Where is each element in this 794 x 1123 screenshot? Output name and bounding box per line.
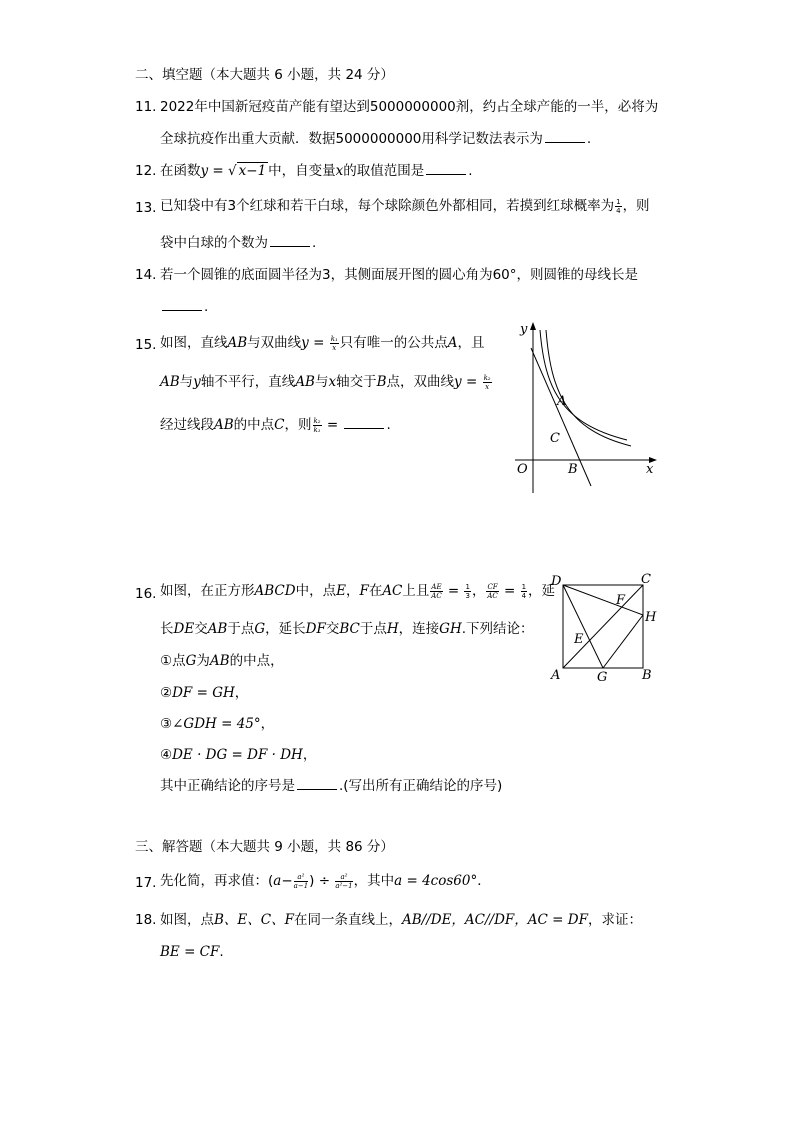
q12-text2: 中，自变量 [268,163,336,179]
q15-line1: 如图，直线AB与双曲线y = $\frac{\text{k₁}}{x}$ 只有唯一的公共点A，且 [160,334,485,352]
fig-label-x: x [646,462,654,477]
q14-line1: 若一个圆锥的底面圆半径为3，其侧面展开图的圆心角为60°，则圆锥的母线长是 [160,267,639,283]
section2-title: 二、填空题（本大题共 6 小题，共 24 分） [135,67,394,83]
q11-text: 全球抗疫作出重大贡献．数据5000000000用科学记数法表示为 [160,131,543,147]
q16-line2: 长DE交AB于点G，延长DF交BC于点H，连接GH.下列结论： [160,621,534,637]
q15-number: 15. [135,337,157,353]
q13-line1 [160,197,650,215]
q12-radicand: x−1 [238,163,267,179]
fig-label-C: C [550,431,560,446]
fig-label-A: A [557,394,567,409]
q11-line2: 全球抗疫作出重大贡献．数据5000000000用科学记数法表示为 . [160,131,592,147]
q12-text: 在函数 [160,163,201,179]
q14-number: 14. [135,267,157,283]
fig-label-B: B [642,668,652,683]
fig-label-B: B [568,462,578,477]
answer-blank [344,427,384,429]
q13-fraction: $\frac{1}{4}$ [616,197,621,215]
fig-label-F: F [616,593,626,608]
q16-conclusion-3: ③∠GDH = 45°， [160,716,275,732]
q16-answer-line: 其中正确结论的序号是 .(写出所有正确结论的序号) [160,778,503,794]
q17-line: 先化简，再求值：(a− $\frac{\text{a²}}{a-1}$ ) ÷ $\frac{\text{a²}}{\text{a²−1}}$ ，其中a = 4cos60°． [160,872,491,890]
section3-title: 三、解答题（本大题共 9 小题，共 86 分） [135,839,394,855]
q18-number: 18. [135,912,157,928]
q12-number: 12. [135,163,157,179]
q13-number: 13. [135,200,157,216]
answer-blank [545,141,585,143]
q12-text3: 的取值范围是 [343,163,425,179]
q16-line1: 如图，在正方形ABCD中，点E，F在AC上且 $\frac{AE}{AC}$ = $\frac{1}{3}$ ， $\frac{CF}{AC}$ = $\frac{1}{4}$ ，延 [160,582,556,600]
q13-text2: ，则 [622,198,650,214]
fig-label-H: H [645,610,657,625]
q11-line1: 2022年中国新冠疫苗产能有望达到5000000000剂，约占全球产能的一半，必将为 [160,99,659,115]
q15-line2: AB与y轴不平行，直线AB与x轴交于B点，双曲线y = $\frac{\text{k₂}}{x}$ [160,373,491,391]
q11-number: 11. [135,99,157,115]
q16-conclusion-1: ①点G为AB的中点， [160,653,284,669]
q13-text: 已知袋中有3个红球和若干白球，每个球除颜色外都相同，若摸到红球概率为 [160,198,615,214]
q17-number: 17. [135,875,157,891]
q16-conclusion-2: ②DF = GH， [160,685,249,701]
fig-label-G: G [597,670,608,685]
q18-line2: BE = CF. [160,944,224,960]
q15-figure [505,318,665,496]
fig-label-y: y [520,322,528,337]
q18-line1: 如图，点B、E、C、F在同一条直线上，AB//DE，AC//DF，AC = DF，求证： [160,912,642,928]
q16-figure [545,570,665,685]
q12-var: x [335,163,344,179]
q15-line3: 经过线段AB的中点C，则 $\frac{\text{k₂}}{\text{k₁}}$ = . [160,416,391,434]
fig-label-O: O [517,462,528,477]
fig-label-C: C [641,572,651,587]
fig-label-D: D [551,574,562,589]
q12-function: y = [200,163,229,179]
q12-line: 在函数y = √ x−1 中，自变量x的取值范围是 . [160,163,473,179]
answer-blank [426,173,466,175]
q13-text3: 袋中白球的个数为 [160,235,268,251]
q14-line2: . [160,298,208,316]
fig-label-A: A [551,668,561,683]
q13-line2: 袋中白球的个数为 . [160,235,317,251]
q16-conclusion-4: ④DE · DG = DF · DH， [160,747,317,763]
answer-blank [297,788,337,790]
fig-label-E: E [574,632,584,647]
q16-number: 16. [135,586,157,602]
answer-blank [162,309,202,311]
answer-blank [270,245,310,247]
